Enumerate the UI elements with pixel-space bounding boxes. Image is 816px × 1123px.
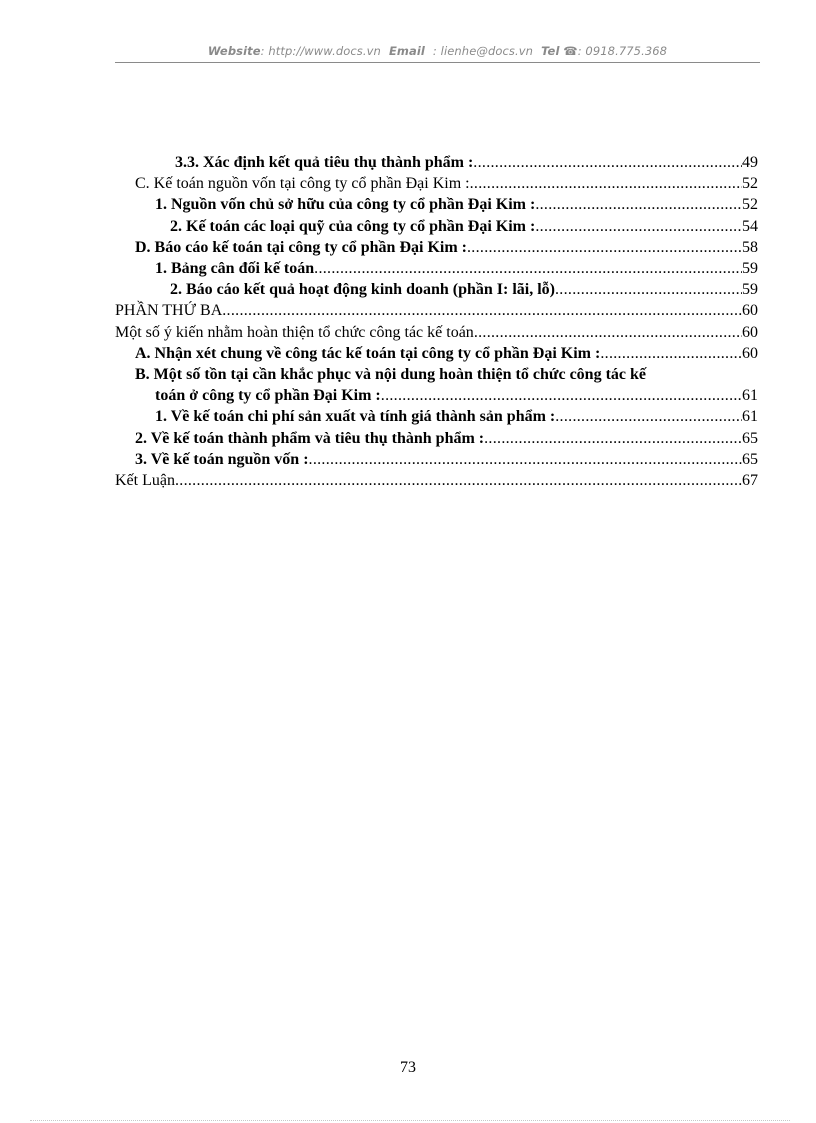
toc-entry-page: 65 [742, 429, 758, 447]
toc-entry-page: 61 [742, 387, 758, 405]
header-rule [115, 62, 760, 63]
toc-entry-title: B. Một số tồn tại cần khắc phục và nội dung hoàn thiện tổ chức công tác kế [135, 366, 646, 384]
toc-leader [484, 428, 742, 449]
toc-leader [535, 194, 742, 215]
toc-entry-title: C. Kế toán nguồn vốn tại công ty cổ phần Đại Kim : [135, 175, 470, 193]
email-value: : lienhe@docs.vn [432, 44, 534, 58]
toc-entry[interactable] [115, 279, 758, 300]
toc-entry-title: D. Báo cáo kế toán tại công ty cổ phần Đại Kim : [135, 238, 467, 256]
toc-leader [381, 385, 742, 406]
toc-entry-page: 52 [742, 175, 758, 193]
toc-entry-page: 59 [742, 281, 758, 299]
toc-entry-page: 49 [742, 154, 758, 171]
toc-leader [222, 300, 742, 321]
toc-leader [175, 470, 742, 491]
toc-entry-page: 58 [742, 238, 758, 256]
tel-value: : 0918.775.368 [577, 44, 668, 58]
website-label: Website [207, 44, 261, 58]
footer-rule [30, 1120, 790, 1121]
toc-entry[interactable] [115, 216, 758, 237]
toc-leader [467, 237, 742, 258]
tel-label: Tel [541, 44, 560, 58]
toc-entry-title: 1. Bảng cân đối kế toán [155, 260, 315, 278]
toc-entry[interactable] [115, 152, 758, 173]
toc-entry-title: Kết Luận [115, 472, 175, 490]
toc-leader [535, 216, 742, 237]
page-header [115, 44, 760, 58]
toc-leader [474, 322, 742, 343]
toc-entry-title: 2. Kế toán các loại quỹ của công ty cổ phần Đại Kim : [170, 217, 536, 235]
toc-entry[interactable] [115, 300, 758, 321]
toc-entry-page: 60 [742, 302, 758, 320]
toc-entry-continuation [135, 385, 758, 406]
toc-entry-title: 2. Báo cáo kết quả hoạt động kinh doanh (phần I: lãi, lỗ) [170, 281, 555, 299]
toc-entry[interactable] [115, 322, 758, 343]
toc-entry[interactable] [115, 258, 758, 279]
toc-leader [555, 279, 742, 300]
email-label: Email [388, 44, 425, 58]
toc-entry-page: 60 [742, 344, 758, 362]
toc-entry-page: 67 [742, 472, 758, 490]
toc-entry[interactable] [115, 449, 758, 470]
toc-leader [555, 406, 742, 427]
toc-entry[interactable] [115, 364, 758, 406]
toc-entry[interactable] [115, 194, 758, 215]
toc-entry[interactable] [115, 237, 758, 258]
toc-entry-page: 54 [742, 217, 758, 235]
toc-entry-title: toán ở công ty cổ phần Đại Kim : [155, 387, 381, 405]
phone-icon: ☎ [563, 44, 578, 58]
toc-entry-page: 60 [742, 323, 758, 341]
toc-entry-title: Một số ý kiến nhằm hoàn thiện tổ chức công tác kế toán [115, 323, 474, 341]
page-number: 73 [400, 1059, 416, 1076]
toc-entry-page: 52 [742, 196, 758, 214]
toc-leader [473, 152, 742, 173]
toc-leader [600, 343, 742, 364]
toc-entry[interactable] [115, 406, 758, 427]
toc-entry[interactable] [115, 470, 758, 491]
toc-entry-title: 3. Về kế toán nguồn vốn : [135, 450, 309, 468]
toc-leader [470, 173, 742, 194]
toc-entry-title: 1. Về kế toán chi phí sản xuất và tính giá thành sản phẩm : [155, 408, 556, 426]
toc-entry-title: 2. Về kế toán thành phẩm và tiêu thụ thành phẩm : [135, 429, 485, 447]
table-of-contents [115, 152, 758, 491]
toc-leader [314, 258, 742, 279]
website-value: : http://www.docs.vn [260, 44, 381, 58]
toc-entry-page: 61 [742, 408, 758, 426]
toc-leader [309, 449, 742, 470]
toc-entry-title: 1. Nguồn vốn chủ sở hữu của công ty cổ phần Đại Kim : [155, 196, 536, 214]
toc-entry-title: 3.3. Xác định kết quả tiêu thụ thành phẩm : [175, 154, 474, 171]
toc-entry-title: A. Nhận xét chung về công tác kế toán tại công ty cổ phần Đại Kim : [135, 344, 601, 362]
toc-entry-title: PHẦN THỨ BA [115, 302, 223, 320]
toc-entry[interactable] [115, 343, 758, 364]
toc-entry-page: 65 [742, 450, 758, 468]
toc-entry[interactable] [115, 428, 758, 449]
toc-entry[interactable] [115, 173, 758, 194]
toc-entry-page: 59 [742, 260, 758, 278]
